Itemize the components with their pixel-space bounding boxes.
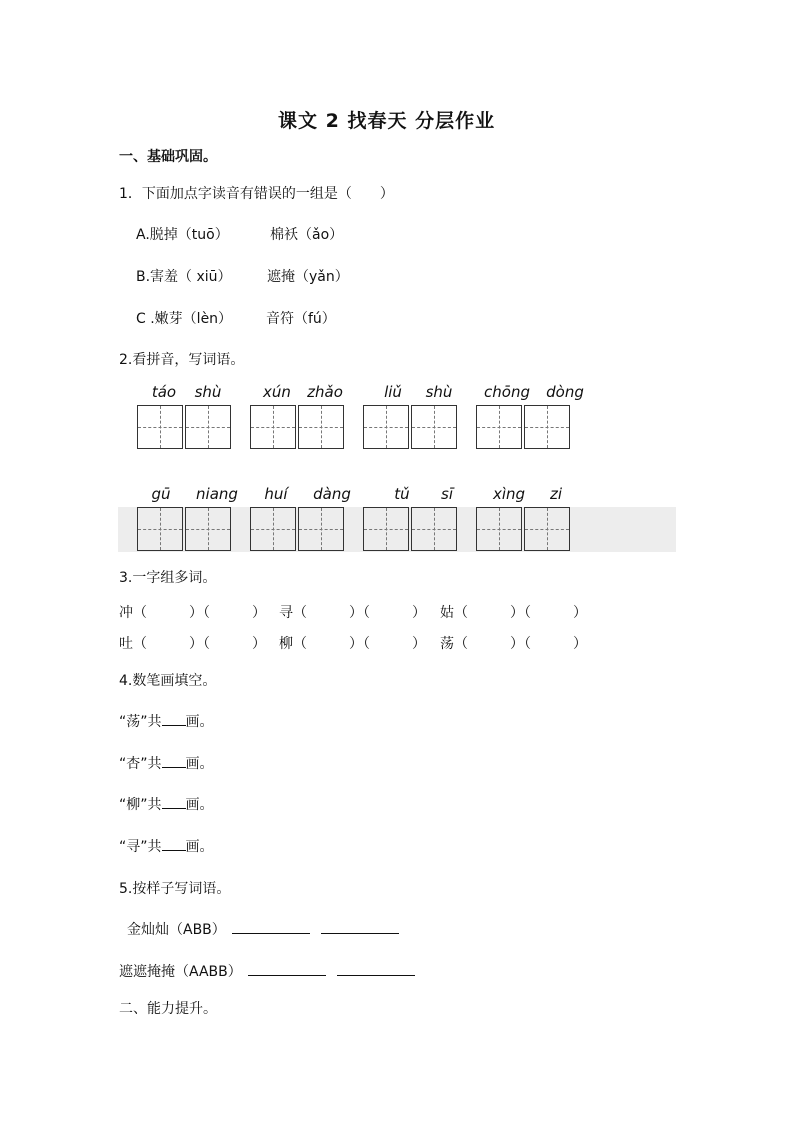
stroke-count-item [119, 836, 214, 856]
pinyin: zi [549, 485, 563, 503]
word-group-item: 柳（ ）（ ） [279, 636, 426, 652]
writing-box[interactable] [185, 405, 231, 449]
writing-box[interactable] [524, 507, 570, 551]
writing-box[interactable] [250, 405, 296, 449]
word-group-item: 荡（ ）（ ） [440, 636, 587, 652]
pinyin: gū [151, 485, 171, 503]
pinyin: xìng [492, 485, 526, 503]
stroke-count-item [119, 794, 214, 814]
page-title: 课文 2 找春天 分层作业 [278, 110, 496, 132]
writing-box[interactable] [411, 405, 457, 449]
stroke-count-suffix: 画。 [185, 797, 214, 813]
answer-blank[interactable] [162, 711, 186, 726]
writing-box[interactable] [363, 405, 409, 449]
question-5-stem: 5.按样子写词语。 [119, 881, 231, 897]
stroke-count-suffix: 画。 [185, 714, 214, 730]
writing-box[interactable] [137, 507, 183, 551]
pattern-example: 遮遮掩掩（AABB） [119, 964, 242, 980]
option-c-word-2: 音符（fú） [266, 311, 336, 327]
option-a-word-2: 棉袄（ǎo） [270, 227, 344, 243]
pinyin: niang [196, 485, 238, 503]
stroke-count-item [119, 711, 214, 731]
word-group-item: 寻（ ）（ ） [279, 605, 426, 621]
pinyin: sī [441, 485, 453, 503]
writing-box[interactable] [476, 507, 522, 551]
pinyin: chōng [484, 383, 530, 401]
answer-blank[interactable] [232, 919, 310, 934]
writing-box[interactable] [524, 405, 570, 449]
word-group-item: 冲（ ）（ ） [119, 605, 266, 621]
pinyin: zhǎo [307, 383, 343, 401]
answer-blank[interactable] [337, 961, 415, 976]
stroke-count-suffix: 画。 [185, 839, 214, 855]
pattern-item [119, 961, 415, 981]
question-4-stem: 4.数笔画填空。 [119, 673, 217, 689]
answer-blank[interactable] [162, 836, 186, 851]
pattern-item [127, 919, 399, 939]
word-group-item: 吐（ ）（ ） [119, 636, 266, 652]
option-c-word-1: C .嫩芽（lèn） [136, 311, 233, 327]
answer-blank[interactable] [248, 961, 326, 976]
pinyin: táo [151, 383, 177, 401]
writing-box[interactable] [298, 405, 344, 449]
question-2-stem: 2.看拼音，写词语。 [119, 352, 245, 368]
writing-box[interactable] [298, 507, 344, 551]
pinyin: huí [264, 485, 288, 503]
stroke-count-item [119, 753, 214, 773]
option-b-word-2: 遮掩（yǎn） [267, 269, 349, 285]
section-2-heading: 二、能力提升。 [119, 1001, 217, 1017]
pinyin: tǔ [394, 485, 410, 503]
stroke-count-prefix: “荡”共 [119, 714, 162, 730]
question-3-stem: 3.一字组多词。 [119, 570, 217, 586]
stroke-count-prefix: “寻”共 [119, 839, 162, 855]
option-a-word-1: A.脱掉（tuō） [136, 227, 229, 243]
writing-box[interactable] [185, 507, 231, 551]
stroke-count-prefix: “柳”共 [119, 797, 162, 813]
writing-box[interactable] [411, 507, 457, 551]
question-1-stem: 1．下面加点字读音有错误的一组是（ ） [119, 186, 394, 202]
option-b-word-1: B.害羞（ xiū） [136, 269, 232, 285]
section-1-heading: 一、基础巩固。 [119, 149, 217, 165]
pinyin: xún [263, 383, 291, 401]
pinyin: shù [194, 383, 222, 401]
pinyin: dàng [313, 485, 351, 503]
stroke-count-prefix: “杏”共 [119, 756, 162, 772]
answer-blank[interactable] [162, 794, 186, 809]
pinyin: shù [425, 383, 453, 401]
writing-box[interactable] [137, 405, 183, 449]
pattern-example: 金灿灿（ABB） [127, 922, 226, 938]
writing-box[interactable] [363, 507, 409, 551]
stroke-count-suffix: 画。 [185, 756, 214, 772]
word-group-item: 姑（ ）（ ） [440, 605, 587, 621]
writing-box[interactable] [476, 405, 522, 449]
answer-blank[interactable] [162, 753, 186, 768]
pinyin: dòng [546, 383, 584, 401]
writing-box[interactable] [250, 507, 296, 551]
pinyin: liǔ [384, 383, 402, 401]
answer-blank[interactable] [321, 919, 399, 934]
